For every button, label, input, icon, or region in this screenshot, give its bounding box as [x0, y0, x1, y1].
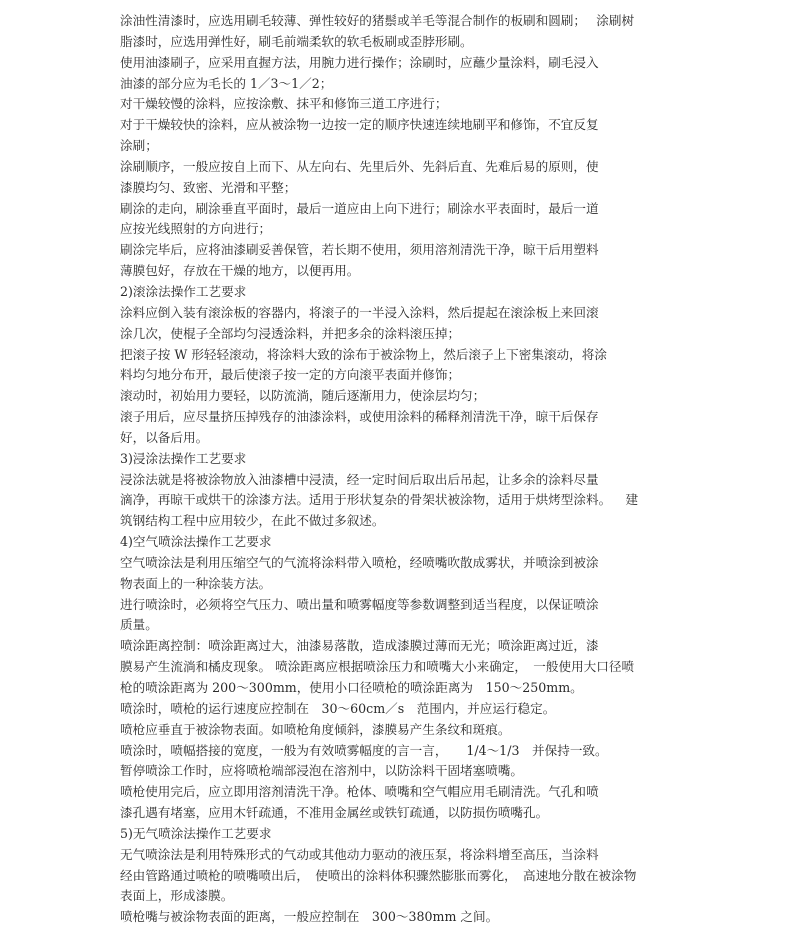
text-line: 涂刷；	[120, 138, 158, 154]
text-line: 2)滚涂法操作工艺要求	[120, 283, 247, 299]
text-line: 刷涂完毕后，应将油漆刷妥善保管，若长期不使用，须用溶剂清洗干净，晾干后用塑料	[120, 242, 599, 258]
text-line: 涂料应倒入装有滚涂板的容器内，将滚子的一半浸入涂料，然后提起在滚涂板上来回滚	[120, 304, 599, 320]
text-line: 喷枪应垂直于被涂物表面。如喷枪角度倾斜，漆膜易产生条纹和斑痕。	[120, 721, 511, 737]
text-line: 喷枪使用完后，应立即用溶剂清洗干净。枪体、喷嘴和空气帽应用毛刷清洗。气孔和喷	[120, 784, 599, 800]
text-line: 膜易产生流淌和橘皮现象。 喷涂距离应根据喷涂压力和喷嘴大小来确定， 一般使用大口径喷	[120, 659, 635, 675]
text-line: 把滚子按 W 形轻轻滚动，将涂料大致的涂布于被涂物上，然后滚子上下密集滚动，将涂	[120, 346, 607, 362]
text-line: 暂停喷涂工作时，应将喷枪端部浸泡在溶剂中，以防涂料干固堵塞喷嘴。	[120, 763, 523, 779]
text-line: 空气喷涂法是利用压缩空气的气流将涂料带入喷枪，经喷嘴吹散成雾状，并喷涂到被涂	[120, 554, 599, 570]
text-line: 滚动时，初始用力要轻，以防流淌，随后逐渐用力，使涂层均匀；	[120, 388, 486, 404]
text-line: 进行喷涂时，必须将空气压力、喷出量和喷雾幅度等参数调整到适当程度，以保证喷涂	[120, 596, 599, 612]
text-line: 好，以备后用。	[120, 429, 209, 445]
document-body	[120, 11, 680, 928]
text-line: 喷枪嘴与被涂物表面的距离，一般应控制在 300～380mm 之间。	[120, 909, 499, 925]
text-line: 喷涂时，喷枪的运行速度应控制在 30～60cm／s 范围内，并应运行稳定。	[120, 700, 556, 716]
text-line: 涂刷顺序，一般应按自上而下、从左向右、先里后外、先斜后直、先难后易的原则，使	[120, 158, 599, 174]
text-line: 涂几次，使棍子全部均匀浸透涂料，并把多余的涂料滚压掉；	[120, 325, 461, 341]
text-line: 料均匀地分布开，最后使滚子按一定的方向滚平表面并修饰；	[120, 367, 461, 383]
text-line: 刷涂的走向，刷涂垂直平面时，最后一道应由上向下进行；刷涂水平表面时，最后一道	[120, 200, 599, 216]
text-line: 4)空气喷涂法操作工艺要求	[120, 534, 272, 550]
text-line: 筑钢结构工程中应用较少，在此不做过多叙述。	[120, 513, 385, 529]
text-line: 喷涂距离控制：喷涂距离过大，油漆易落散，造成漆膜过薄而无光；喷涂距离过近，漆	[120, 638, 599, 654]
text-line: 经由管路通过喷枪的喷嘴喷出后， 使喷出的涂料体积骤然膨胀而雾化， 高速地分散在被涂物	[120, 867, 637, 883]
text-line: 滚子用后，应尽量挤压掉残存的油漆涂料，或使用涂料的稀释剂清洗干净，晾干后保存	[120, 409, 599, 425]
text-line: 对于干燥较快的涂料，应从被涂物一边按一定的顺序快速连续地刷平和修饰，不宜反复	[120, 117, 599, 133]
text-line: 物表面上的一种涂装方法。	[120, 575, 272, 591]
text-line: 5)无气喷涂法操作工艺要求	[120, 825, 272, 841]
text-line: 涂油性清漆时，应选用刷毛较薄、弹性较好的猪鬃或羊毛等混合制作的板刷和圆刷； 涂刷树	[120, 13, 635, 28]
text-line: 滴净，再晾干或烘干的涂漆方法。适用于形状复杂的骨架状被涂物，适用于烘烤型涂料。 建	[120, 492, 639, 508]
text-line: 3)浸涂法操作工艺要求	[120, 450, 247, 466]
text-line: 质量。	[120, 617, 158, 633]
text-line: 脂漆时，应选用弹性好，刷毛前端柔软的软毛板刷或歪脖形刷。	[120, 33, 473, 49]
text-line: 漆孔遇有堵塞，应用木钎疏通，不准用金属丝或铁钉疏通，以防损伤喷嘴孔。	[120, 805, 549, 821]
text-line: 无气喷涂法是利用特殊形式的气动或其他动力驱动的液压泵，将涂料增至高压，当涂料	[120, 846, 599, 862]
text-line: 漆膜均匀、致密、光滑和平整；	[120, 179, 297, 195]
text-line: 使用油漆刷子，应采用直握方法，用腕力进行操作；涂刷时，应蘸少量涂料，刷毛浸入	[120, 54, 599, 70]
text-line: 对干燥较慢的涂料，应按涂敷、抹平和修饰三道工序进行；	[120, 96, 448, 112]
text-line: 浸涂法就是将被涂物放入油漆槽中浸渍，经一定时间后取出后吊起，让多余的涂料尽量	[120, 471, 599, 487]
text-line: 应按光线照射的方向进行；	[120, 221, 272, 237]
text-line: 喷涂时，喷幅搭接的宽度，一般为有效喷雾幅度的言一言， 1/4～1/3 并保持一致。	[120, 742, 608, 758]
text-line: 枪的喷涂距离为 200～300mm，使用小口径喷枪的喷涂距离为 150～250mm。	[120, 680, 583, 695]
text-line: 薄膜包好，存放在干燥的地方，以便再用。	[120, 263, 360, 279]
text-line: 油漆的部分应为毛长的 1／3～1／2；	[120, 75, 333, 91]
text-line: 表面上，形成漆膜。	[120, 888, 234, 904]
